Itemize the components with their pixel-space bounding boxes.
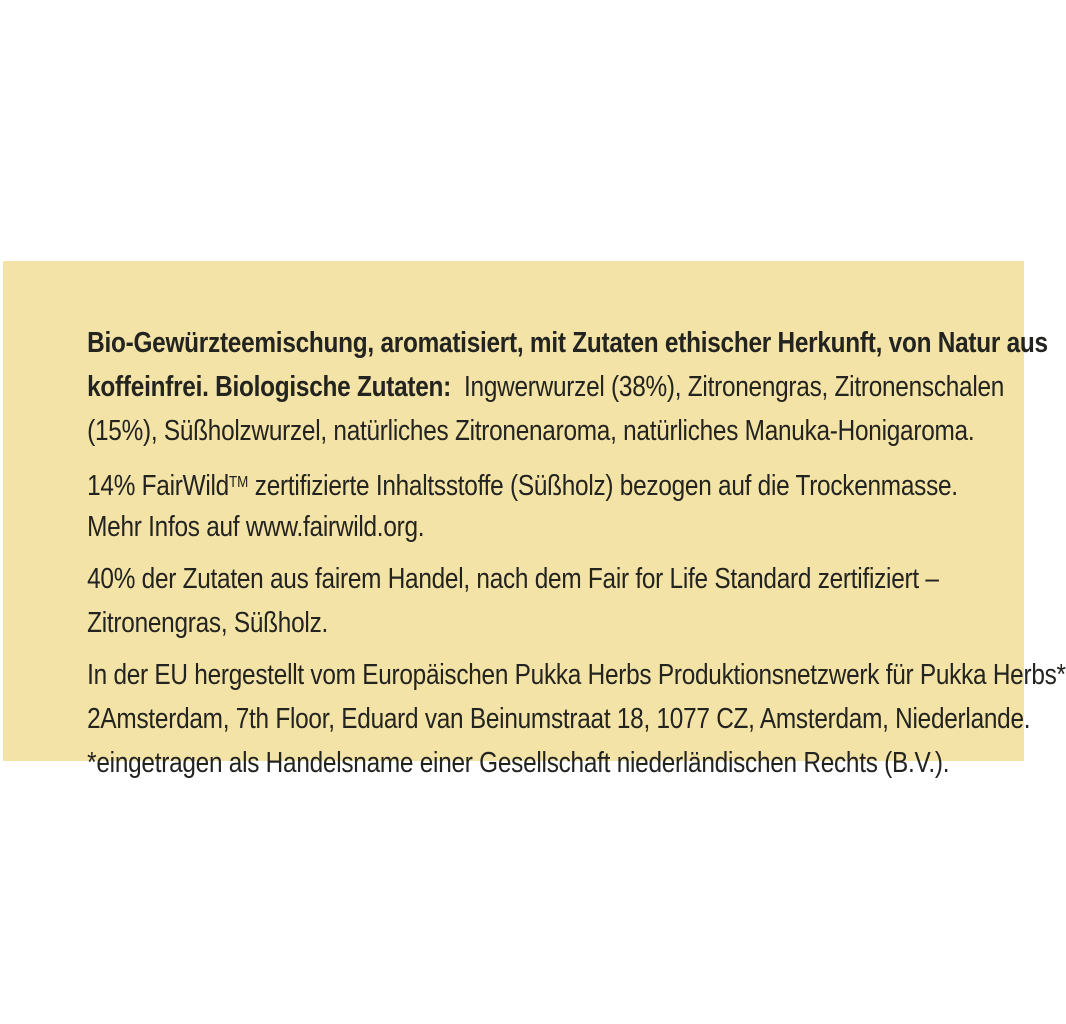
text-line	[35, 697, 950, 779]
paragraph-manufacturer	[35, 609, 1066, 779]
text-segment: (15%), Süßholzwurzel, natürliches Zitronenaroma, natürliches Manuka-Honigaroma.	[87, 415, 975, 447]
text-line	[35, 461, 866, 543]
text-segment: 40% der Zutaten aus fairem Handel, nach dem Fair for Life Standard zertifiziert –	[87, 563, 939, 595]
text-segment: In der EU hergestellt vom Europäischen Pukka Herbs Produktionsnetzwerk für Pukka Herbs*	[87, 659, 1066, 691]
text-segment: zertifizierte Inhaltsstoffe (Süßholz) bezogen auf die Trockenmasse.	[248, 469, 958, 502]
ingredients-label-panel	[3, 261, 1066, 779]
text-segment: koffeinfrei. Biologische Zutaten:	[87, 371, 452, 403]
text-line	[35, 653, 1031, 735]
text-line	[35, 609, 1066, 691]
text-segment: *eingetragen als Handelsname einer Gesellschaft niederländischen Rechts (B.V.).	[87, 747, 950, 779]
text-segment: 14% FairWild	[87, 469, 229, 502]
text-segment: Ingwerwurzel (38%), Zitronengras, Zitronenschalen	[451, 371, 1005, 403]
text-line	[35, 557, 866, 639]
text-segment: Bio-Gewürzteemischung, aromatisiert, mit Zutaten ethischer Herkunft, von Natur aus	[87, 327, 1048, 359]
fairwild-url-text: Mehr Infos auf www.fairwild.org.	[87, 511, 425, 543]
text-line	[35, 321, 1005, 403]
paragraph-description	[35, 277, 1048, 447]
text-segment: Zitronengras, Süßholz.	[87, 607, 329, 639]
text-line	[35, 417, 958, 502]
text-segment: 2Amsterdam, 7th Floor, Eduard van Beinumstraat 18, 1077 CZ, Amsterdam, Niederlande.	[87, 703, 1031, 735]
paragraph-fair-trade	[35, 513, 1024, 639]
text-line	[35, 365, 975, 447]
text-line	[35, 277, 1048, 359]
trademark-superscript: TM	[228, 474, 249, 491]
text-line	[35, 513, 939, 595]
